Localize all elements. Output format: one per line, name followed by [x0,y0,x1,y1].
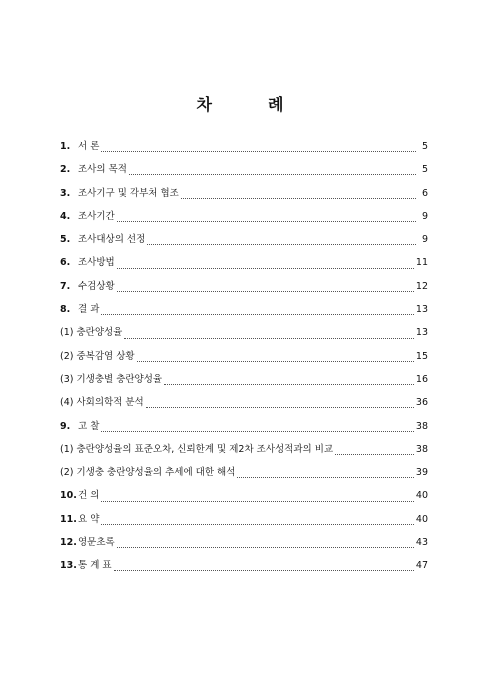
dot-leader [124,338,414,339]
toc-entry [60,254,428,277]
dot-leader [181,198,416,199]
toc-entry-label: 조사방법 [78,257,115,269]
dot-leader [129,174,416,175]
toc-entry-label: 조사기구 및 각부처 협조 [78,187,179,199]
toc-entry [60,208,428,231]
toc-entry-page: 40 [415,513,428,525]
toc-entry-label: (1) 충란양성율 [60,327,123,339]
toc-entry [60,487,428,510]
dot-leader [335,454,414,455]
dot-leader [117,291,414,292]
toc-entry-number: 10. [60,490,77,502]
toc-entry [60,534,428,557]
toc-entry [60,138,428,161]
toc-entry [60,464,428,487]
toc-entry-number: 8. [60,304,71,316]
toc-entry-number: 4. [60,210,71,222]
dot-leader [237,477,414,478]
toc-entry-label: 요 약 [78,513,100,525]
toc-entry-page: 39 [415,467,428,479]
toc-entry-number: 12. [60,537,77,549]
toc-entry-page: 5 [421,141,428,152]
toc-entry [60,161,428,184]
dot-leader [117,268,414,269]
toc-entry [60,301,428,324]
toc-entry-label: 조사대상의 선정 [78,234,146,246]
toc-entry-page: 5 [421,164,428,176]
toc-title-left: 차 [196,95,212,114]
toc-entry [60,511,428,534]
toc-entry-label: 통 계 표 [78,560,112,572]
toc-entry [60,348,428,371]
toc-entry-number: 11. [60,513,77,525]
toc-entry [60,371,428,394]
dot-leader [101,431,414,432]
toc-entry-page: 9 [421,234,428,246]
toc-entry [60,557,428,580]
toc-entry-label: 결 과 [78,304,100,316]
dot-leader [101,151,416,152]
toc-entry-number: 2. [60,164,71,176]
toc-entry-page: 43 [415,537,428,549]
toc-entry-page: 13 [415,304,428,316]
toc-title [0,92,480,115]
toc-entry [60,324,428,347]
toc-entry [60,231,428,254]
toc-entry-label: 조사의 목적 [78,164,127,176]
dot-leader [164,384,414,385]
toc-entry-page: 11 [415,257,428,269]
toc-entry-number: 6. [60,257,71,269]
toc-entry-number: 7. [60,280,71,292]
toc-entry-page: 6 [421,187,428,199]
toc-entry [60,185,428,208]
toc-entry-page: 15 [415,350,428,362]
table-of-contents [60,138,428,581]
toc-entry-number: 13. [60,560,77,572]
toc-entry-page: 38 [415,443,428,455]
toc-entry-label: (2) 중복감염 상황 [60,350,135,362]
toc-entry-label: 조사기간 [78,210,115,222]
dot-leader [114,570,414,571]
dot-leader [101,501,414,502]
toc-entry-page: 40 [415,490,428,502]
toc-entry-label: 고 찰 [78,420,100,432]
toc-entry-page: 47 [415,560,428,572]
toc-entry-label: (3) 기생충별 충란양성율 [60,373,163,385]
dot-leader [146,407,414,408]
toc-entry-label: 수검상황 [78,280,115,292]
toc-entry-label: (2) 기생충 충란양성율의 추세에 대한 해석 [60,467,236,479]
toc-entry-label: (4) 사회의학적 분석 [60,397,144,409]
toc-entry-page: 38 [415,420,428,432]
toc-entry-number: 3. [60,187,71,199]
toc-entry [60,441,428,464]
dot-leader [101,314,414,315]
toc-entry-label: 영문초록 [78,537,115,549]
toc-entry-page: 36 [415,397,428,409]
dot-leader [101,524,414,525]
dot-leader [117,547,414,548]
toc-entry-page: 12 [415,280,428,292]
toc-entry-label: (1) 충란양성율의 표준오차, 신뢰한계 및 제2차 조사성적과의 비교 [60,443,334,455]
toc-entry [60,394,428,417]
toc-title-right: 례 [268,95,284,114]
toc-entry [60,418,428,441]
toc-entry-label: 건 의 [78,490,100,502]
dot-leader [117,221,416,222]
toc-entry-number: 9. [60,420,71,432]
toc-entry [60,278,428,301]
toc-entry-number: 5. [60,234,71,246]
toc-entry-page: 9 [421,210,428,222]
toc-entry-page: 16 [415,373,428,385]
toc-entry-label: 서 론 [78,141,100,152]
dot-leader [137,361,414,362]
dot-leader [147,244,416,245]
toc-entry-page: 13 [415,327,428,339]
toc-entry-number: 1. [60,141,71,152]
